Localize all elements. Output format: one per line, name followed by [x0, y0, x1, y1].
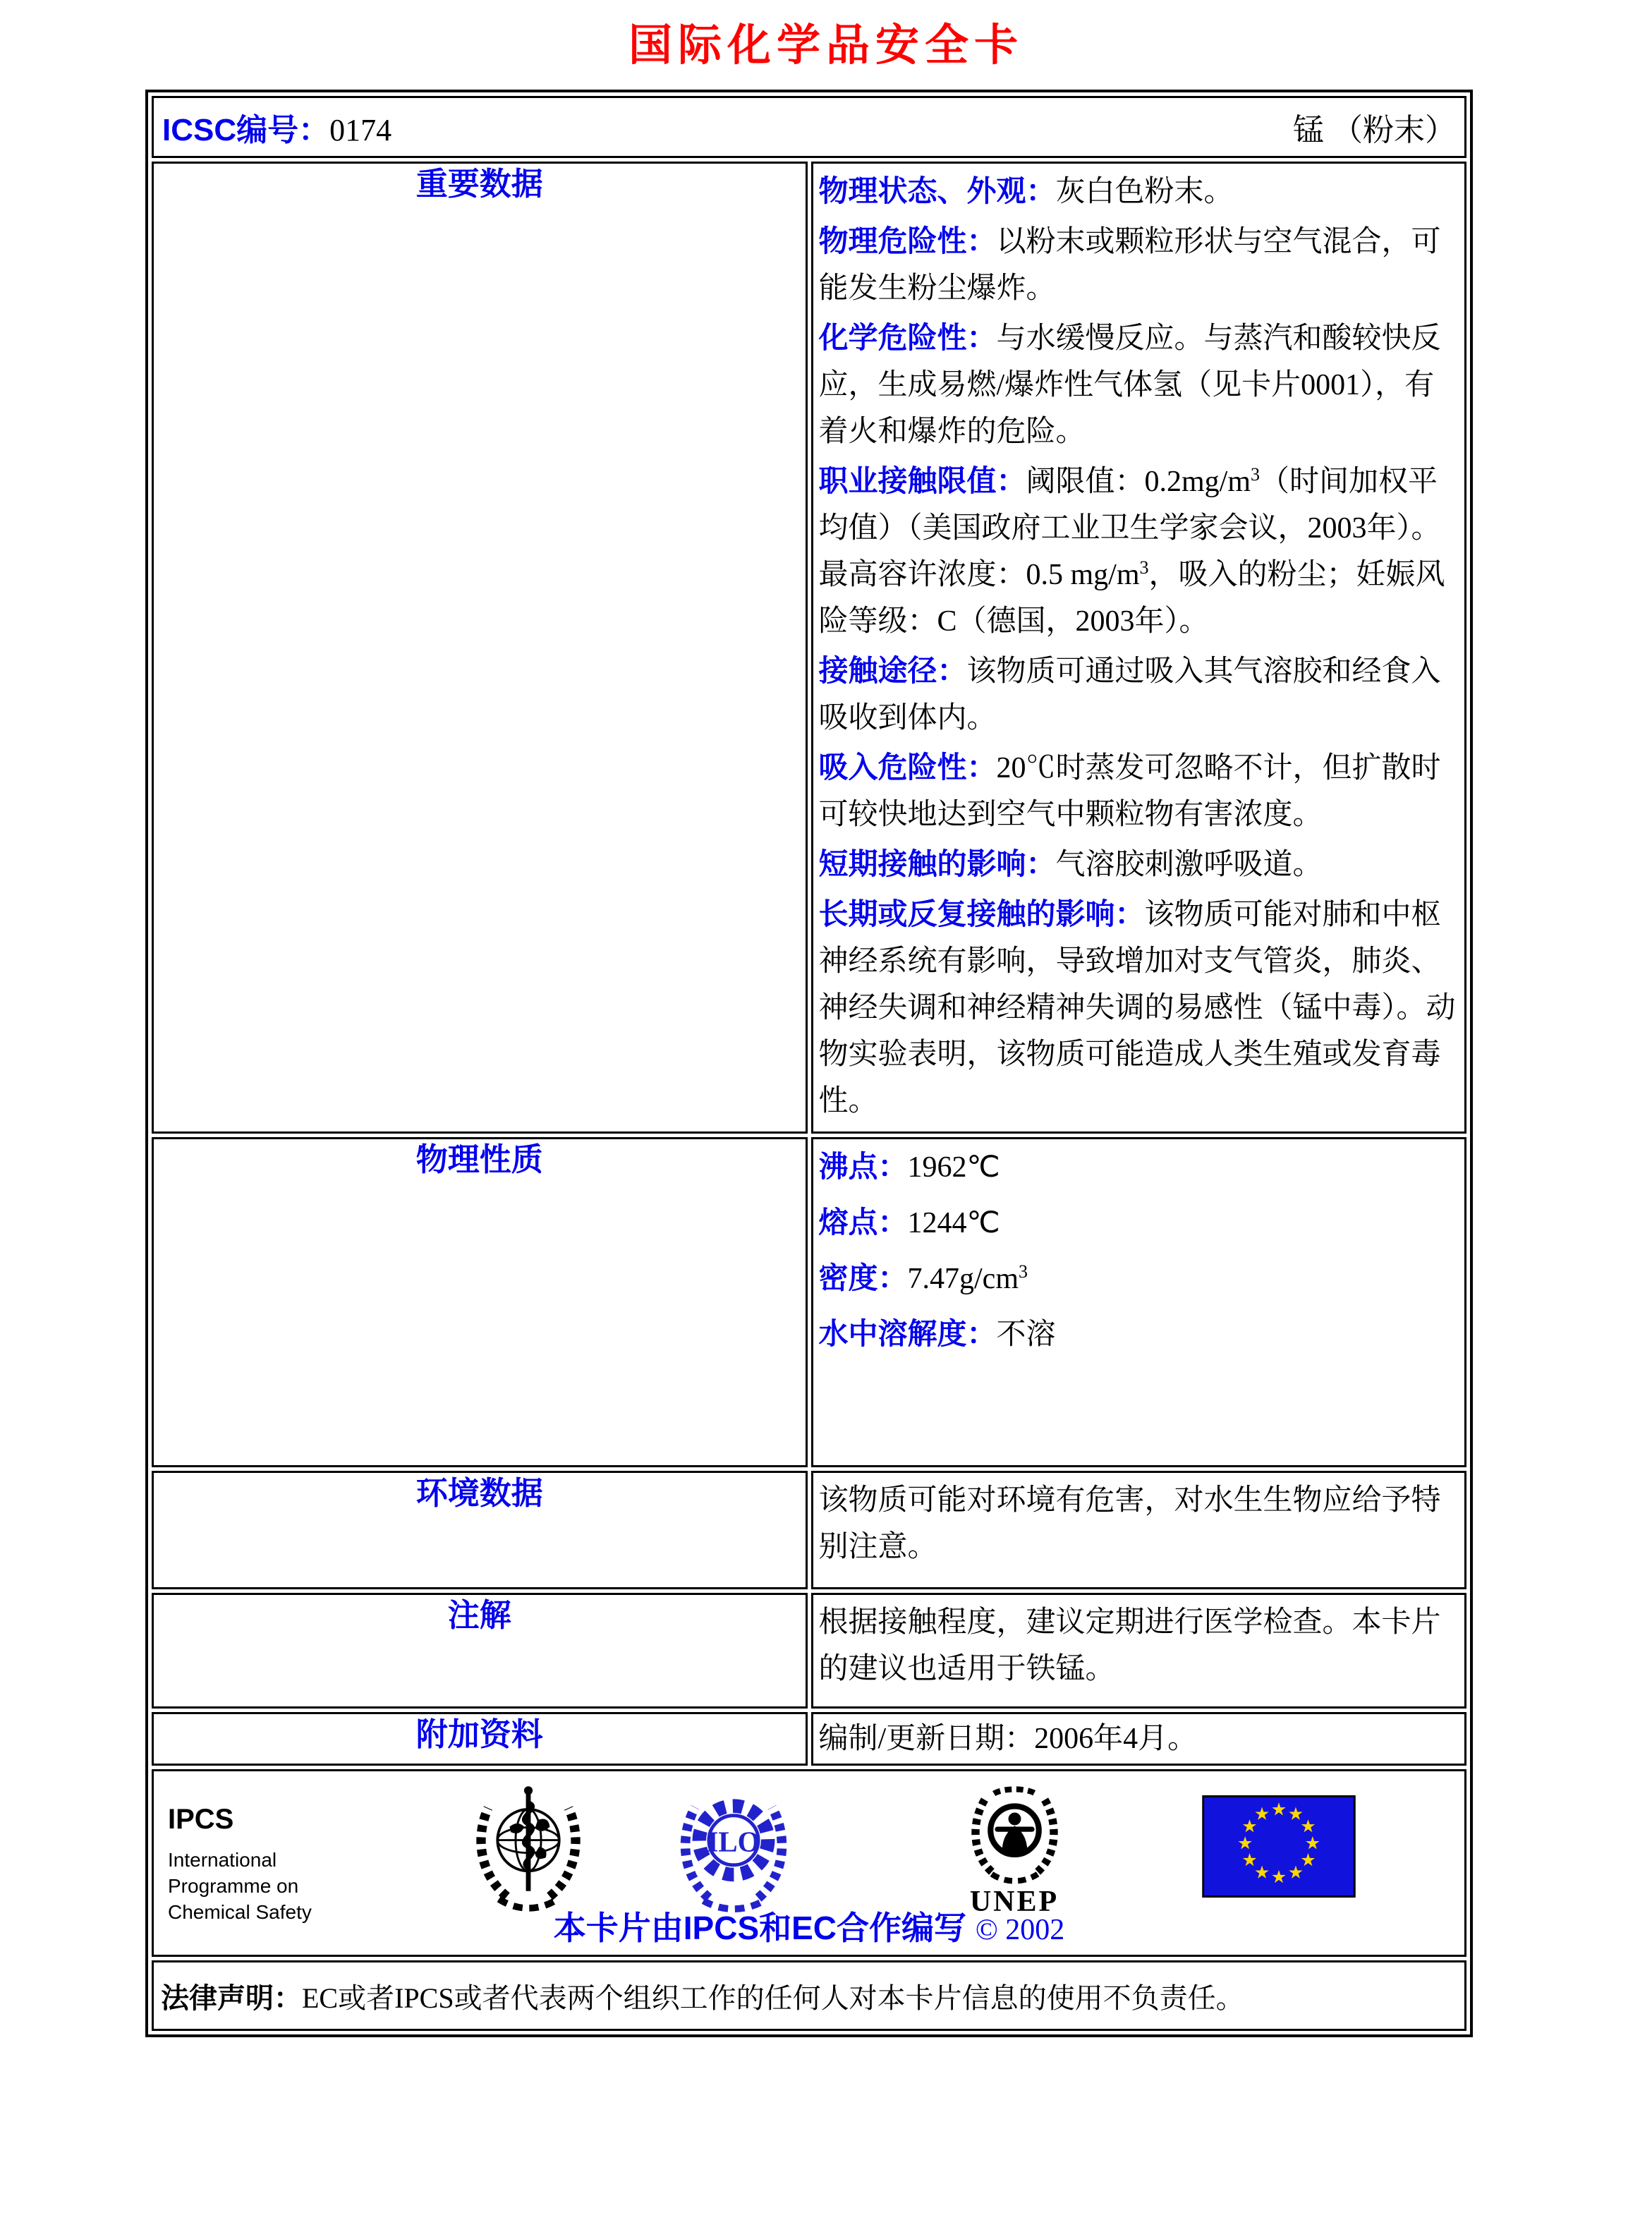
header-cell — [152, 96, 1466, 158]
icsc-number — [162, 104, 391, 150]
credit-text: 本卡片由IPCS和EC合作编写 — [553, 1910, 967, 1946]
important-data-row — [152, 162, 1466, 1134]
field-value: 阈限值：$0.2mg/m^3$（时间加权平均值）（美国政府工业卫生学家会议，2003年）。最高容许浓度：0.5 $mg/m^3$，吸入的粉尘；妊娠风险等级：C（德国，2003年）。 — [818, 464, 1445, 638]
field-label: 水中溶解度： — [818, 1317, 997, 1350]
ipcs-title: IPCS — [168, 1804, 234, 1835]
additional-info-cell — [811, 1712, 1467, 1766]
legal-row — [152, 1960, 1466, 2031]
data-paragraph — [819, 891, 1458, 1124]
data-paragraph — [819, 315, 1458, 455]
superscript: 3 — [1251, 464, 1261, 485]
eu-flag-icon — [1202, 1795, 1356, 1898]
field-label: 短期接触的影响： — [818, 847, 1056, 880]
physical-properties-row — [152, 1137, 1466, 1467]
field-value: 以粉末或颗粒形状与空气混合，可能发生粉尘爆炸。 — [818, 226, 1441, 305]
superscript: 3 — [1139, 557, 1149, 578]
data-paragraph — [819, 1255, 1458, 1302]
environmental-data-row — [152, 1471, 1466, 1589]
notes-row — [152, 1593, 1466, 1709]
field-label: 熔点： — [818, 1206, 908, 1239]
field-value: 20℃时蒸发可忽略不计，但扩散时可较快地达到空气中颗粒物有害浓度。 — [818, 752, 1441, 831]
logos-row — [152, 1769, 1466, 1957]
ilo-letters: ILO — [707, 1826, 760, 1858]
field-label: 物理状态、外观： — [818, 174, 1056, 207]
section-label-important: 重要数据 — [152, 162, 808, 1134]
field-label: 密度： — [818, 1261, 908, 1294]
logos-cell — [152, 1769, 1466, 1957]
data-paragraph — [819, 168, 1458, 215]
data-paragraph — [819, 744, 1458, 838]
field-label: 物理危险性： — [818, 224, 997, 257]
page-title: 国际化学品安全卡 — [628, 22, 1024, 70]
environmental-data-cell — [811, 1471, 1467, 1589]
field-label: 吸入危险性： — [818, 751, 997, 784]
physical-properties-content — [819, 1143, 1458, 1358]
physical-properties-cell — [811, 1137, 1467, 1467]
field-value: $7.47g/cm^3$ — [907, 1261, 1028, 1295]
section-label-notes: 注解 — [152, 1593, 808, 1709]
important-data-content — [819, 168, 1458, 1124]
legal-text: EC或者IPCS或者代表两个组织工作的任何人对本卡片信息的使用不负责任。 — [302, 1982, 1244, 2014]
unep-logo-icon — [956, 1780, 1073, 1886]
data-paragraph — [819, 458, 1458, 645]
ilo-logo-icon — [663, 1783, 804, 1913]
field-value: 气溶胶刺激呼吸道。 — [1055, 849, 1323, 881]
field-value: 1244℃ — [907, 1207, 1000, 1239]
who-logo-icon — [461, 1781, 595, 1915]
field-value: 不溶 — [996, 1318, 1056, 1351]
data-paragraph — [819, 218, 1458, 312]
superscript: 3 — [1019, 1261, 1028, 1282]
field-label: 接触途径： — [818, 654, 967, 687]
field-label: 沸点： — [818, 1150, 908, 1183]
credit-year-value: © 2002 — [975, 1914, 1065, 1946]
substance-name: 锰 （粉末） — [1293, 113, 1456, 147]
field-value: 1962℃ — [907, 1151, 1000, 1184]
section-label-additional: 附加资料 — [152, 1712, 808, 1766]
legal-label: 法律声明： — [161, 1982, 302, 2014]
unep-logo-block — [951, 1780, 1078, 1919]
additional-info-row — [152, 1712, 1466, 1766]
field-label: 化学危险性： — [818, 321, 997, 354]
notes-cell — [811, 1593, 1467, 1709]
data-paragraph — [819, 1143, 1458, 1191]
data-paragraph — [819, 1311, 1458, 1358]
icsc-number-value: 0174 — [329, 113, 392, 147]
notes-text: 根据接触程度，建议定期进行医学检查。本卡片的建议也适用于铁锰。 — [818, 1606, 1441, 1685]
data-paragraph — [819, 1199, 1458, 1246]
additional-info-text: 编制/更新日期：2006年4月。 — [818, 1723, 1198, 1755]
field-value: 与水缓慢反应。与蒸汽和酸较快反应，生成易燃/爆炸性气体氢（见卡片0001），有着火和爆炸的危险。 — [818, 322, 1441, 448]
important-data-cell — [811, 162, 1467, 1134]
header-row — [152, 96, 1466, 158]
unep-caption: UNEP — [969, 1886, 1059, 1918]
field-label: 长期或反复接触的影响： — [818, 897, 1145, 930]
ipcs-line-3: Chemical Safety — [168, 1901, 312, 1923]
section-label-environmental: 环境数据 — [152, 1471, 808, 1589]
ipcs-line-1: International — [168, 1849, 277, 1871]
data-paragraph — [819, 841, 1458, 888]
environmental-data-text: 该物质可能对环境有危害，对水生生物应给予特别注意。 — [818, 1484, 1441, 1563]
safety-card-table — [145, 90, 1473, 2037]
data-paragraph — [819, 648, 1458, 741]
legal-cell — [152, 1960, 1466, 2031]
field-value: 该物质可能对肺和中枢神经系统有影响，导致增加对支气管炎，肺炎、神经失调和神经精神失调的易感性（锰中毒）。动物实验表明，该物质可能造成人类生殖或发育毒性。 — [818, 899, 1456, 1117]
section-label-physical: 物理性质 — [152, 1137, 808, 1467]
icsc-number-label: ICSC编号： — [162, 113, 330, 147]
field-value: 该物质可通过吸入其气溶胶和经食入吸收到体内。 — [818, 655, 1441, 734]
field-label: 职业接触限值： — [818, 464, 1026, 497]
credit-line — [154, 1903, 1464, 1949]
field-value: 灰白色粉末。 — [1055, 176, 1234, 208]
ipcs-line-2: Programme on — [168, 1875, 299, 1897]
